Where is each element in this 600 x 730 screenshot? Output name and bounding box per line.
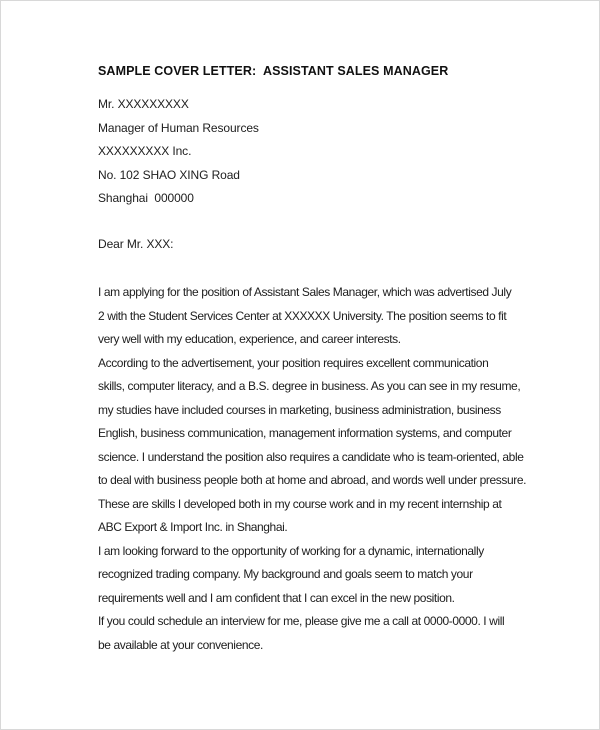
body-line: If you could schedule an interview for me, please give me a call at 0000-0000. I will (98, 614, 505, 628)
body-line: 2 with the Student Services Center at XXXXXX University. The position seems to fit (98, 308, 507, 323)
recipient-line: XXXXXXXXX Inc. (98, 144, 192, 158)
body-line: recognized trading company. My background and goals seem to match your (98, 567, 473, 581)
salutation-block (98, 233, 519, 257)
body-line: skills, computer literacy, and a B.S. degree in business. As you can see in my resume, (98, 379, 521, 393)
body-line: These are skills I developed both in my course work and in my recent internship at (98, 496, 502, 511)
body-line: According to the advertisement, your position requires excellent communication (98, 355, 489, 370)
recipient-address-block (98, 93, 519, 211)
letter-body (98, 281, 527, 657)
letter-title: SAMPLE COVER LETTER: ASSISTANT SALES MANAGER (98, 64, 449, 78)
recipient-line: Shanghai 000000 (98, 191, 194, 205)
body-line: English, business communication, management information systems, and computer (98, 426, 512, 440)
body-line: science. I understand the position also requires a candidate who is team-oriented, able (98, 449, 524, 464)
recipient-line: Mr. XXXXXXXXX (98, 97, 189, 111)
salutation: Dear Mr. XXX: (98, 236, 174, 251)
body-line: ABC Export & Import Inc. in Shanghai. (98, 520, 288, 534)
body-line: I am looking forward to the opportunity of working for a dynamic, internationally (98, 543, 484, 558)
body-line: be available at your convenience. (98, 637, 263, 652)
body-line: my studies have included courses in marketing, business administration, business (98, 402, 501, 417)
letter-content (1, 1, 599, 657)
recipient-line: Manager of Human Resources (98, 120, 259, 135)
recipient-line: No. 102 SHAO XING Road (98, 167, 240, 182)
body-line: to deal with business people both at home and abroad, and words well under pressure. (98, 473, 527, 487)
body-line: I am applying for the position of Assistant Sales Manager, which was advertised July (98, 285, 512, 299)
body-line: requirements well and I am confident that I can excel in the new position. (98, 590, 455, 605)
body-line: very well with my education, experience, and career interests. (98, 332, 401, 346)
